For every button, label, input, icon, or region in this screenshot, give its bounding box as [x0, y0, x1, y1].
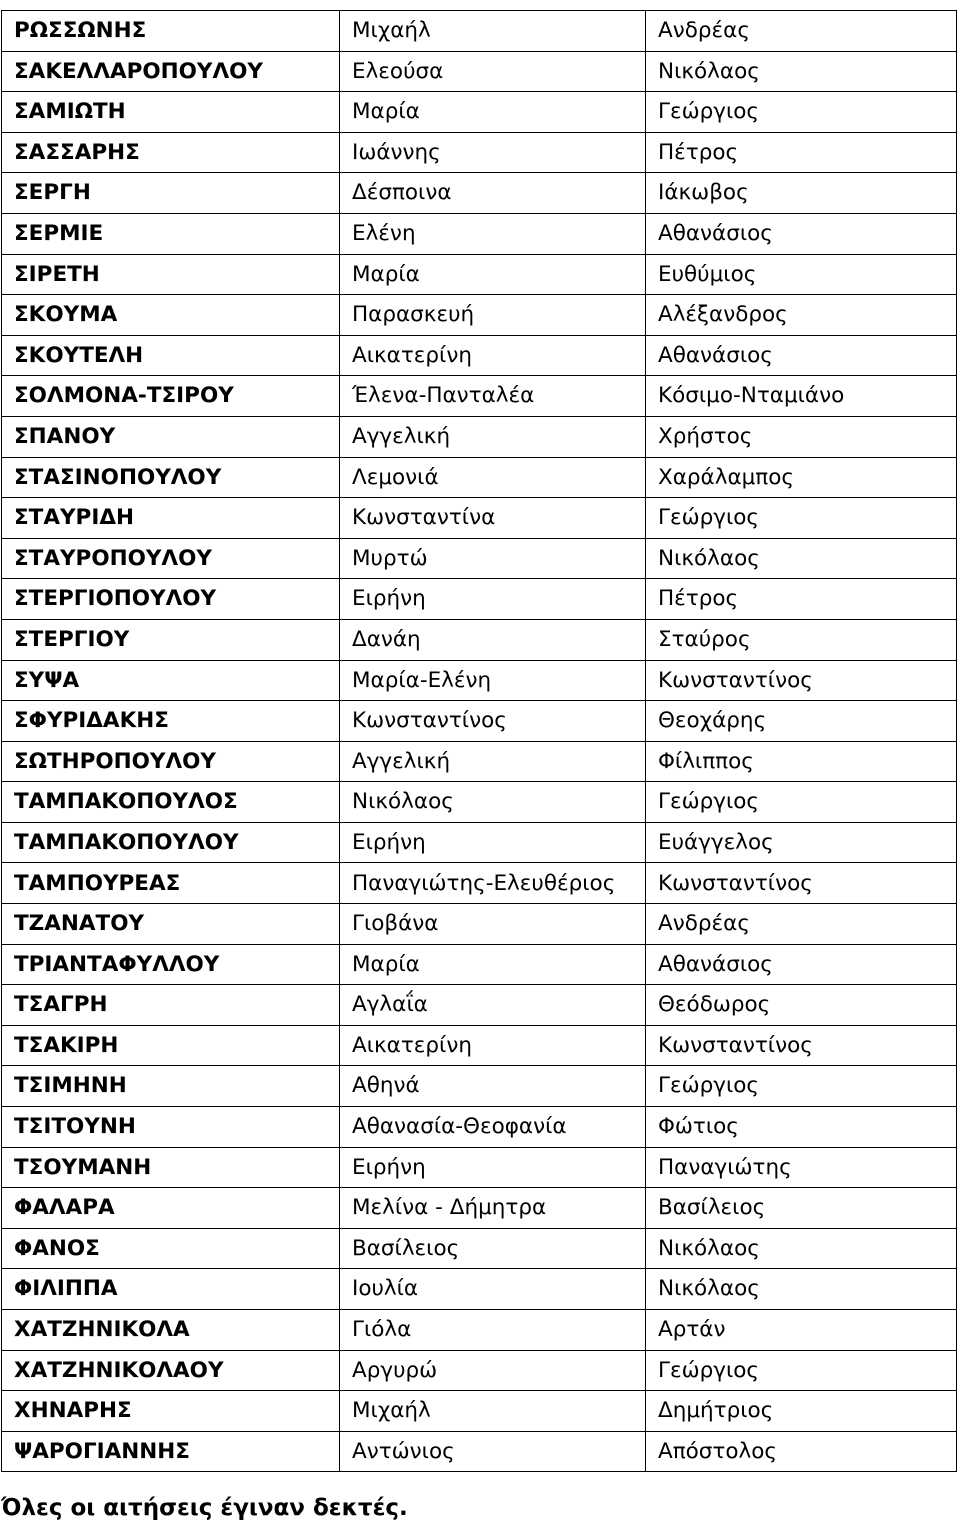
first-name-cell: Λεμονιά [340, 457, 646, 498]
first-name-cell: Νικόλαος [340, 782, 646, 823]
table-row [2, 132, 957, 173]
father-name-cell: Γεώργιος [646, 1350, 957, 1391]
surname-cell: ΣΠΑΝΟΥ [2, 416, 340, 457]
table-row [2, 701, 957, 742]
surname-cell: ΤΣΑΓΡΗ [2, 985, 340, 1026]
table-row [2, 295, 957, 336]
father-name-cell: Χαράλαμπος [646, 457, 957, 498]
first-name-cell: Αικατερίνη [340, 335, 646, 376]
surname-cell: ΦΑΝΟΣ [2, 1228, 340, 1269]
father-name-cell: Ανδρέας [646, 11, 957, 52]
surname-cell: ΤΣΙΜΗΝΗ [2, 1066, 340, 1107]
father-name-cell: Ευθύμιος [646, 254, 957, 295]
names-table [1, 10, 957, 1472]
surname-cell: ΣΤΑΣΙΝΟΠΟΥΛΟΥ [2, 457, 340, 498]
surname-cell: ΣΤΑΥΡΙΔΗ [2, 498, 340, 539]
father-name-cell: Ευάγγελος [646, 822, 957, 863]
father-name-cell: Κωνσταντίνος [646, 660, 957, 701]
first-name-cell: Αγλαΐα [340, 985, 646, 1026]
first-name-cell: Μιχαήλ [340, 1391, 646, 1432]
surname-cell: ΣΦΥΡΙΔΑΚΗΣ [2, 701, 340, 742]
father-name-cell: Αθανάσιος [646, 335, 957, 376]
first-name-cell: Ιουλία [340, 1269, 646, 1310]
surname-cell: ΦΑΛΑΡΑ [2, 1188, 340, 1229]
surname-cell: ΣΩΤΗΡΟΠΟΥΛΟΥ [2, 741, 340, 782]
father-name-cell: Γεώργιος [646, 782, 957, 823]
surname-cell: ΣΑΚΕΛΛΑΡΟΠΟΥΛΟΥ [2, 51, 340, 92]
father-name-cell: Δημήτριος [646, 1391, 957, 1432]
table-row [2, 254, 957, 295]
father-name-cell: Θεοχάρης [646, 701, 957, 742]
first-name-cell: Παναγιώτης-Ελευθέριος [340, 863, 646, 904]
first-name-cell: Ειρήνη [340, 1147, 646, 1188]
first-name-cell: Κωνσταντίνος [340, 701, 646, 742]
father-name-cell: Νικόλαος [646, 538, 957, 579]
table-row [2, 822, 957, 863]
surname-cell: ΡΩΣΣΩΝΗΣ [2, 11, 340, 52]
table-row [2, 416, 957, 457]
table-row [2, 335, 957, 376]
table-row [2, 538, 957, 579]
table-row [2, 1391, 957, 1432]
table-row [2, 1269, 957, 1310]
table-row [2, 741, 957, 782]
first-name-cell: Αγγελική [340, 741, 646, 782]
father-name-cell: Πέτρος [646, 579, 957, 620]
table-row [2, 782, 957, 823]
first-name-cell: Έλενα-Πανταλέα [340, 376, 646, 417]
table-row [2, 1310, 957, 1351]
table-row [2, 1107, 957, 1148]
surname-cell: ΦΙΛΙΠΠΑ [2, 1269, 340, 1310]
table-row [2, 904, 957, 945]
surname-cell: ΧΑΤΖΗΝΙΚΟΛΑ [2, 1310, 340, 1351]
surname-cell: ΣΑΣΣΑΡΗΣ [2, 132, 340, 173]
father-name-cell: Γεώργιος [646, 498, 957, 539]
first-name-cell: Κωνσταντίνα [340, 498, 646, 539]
table-row [2, 1350, 957, 1391]
father-name-cell: Βασίλειος [646, 1188, 957, 1229]
surname-cell: ΤΖΑΝΑΤΟΥ [2, 904, 340, 945]
first-name-cell: Παρασκευή [340, 295, 646, 336]
first-name-cell: Ελένη [340, 213, 646, 254]
first-name-cell: Ειρήνη [340, 822, 646, 863]
father-name-cell: Αρτάν [646, 1310, 957, 1351]
surname-cell: ΣΙΡΕΤΗ [2, 254, 340, 295]
names-table-body [2, 11, 957, 1472]
first-name-cell: Μυρτώ [340, 538, 646, 579]
first-name-cell: Δέσποινα [340, 173, 646, 214]
father-name-cell: Φώτιος [646, 1107, 957, 1148]
surname-cell: ΤΑΜΠΑΚΟΠΟΥΛΟΣ [2, 782, 340, 823]
father-name-cell: Φίλιππος [646, 741, 957, 782]
surname-cell: ΨΑΡΟΓΙΑΝΝΗΣ [2, 1431, 340, 1472]
surname-cell: ΣΥΨΑ [2, 660, 340, 701]
table-row [2, 51, 957, 92]
table-row [2, 1188, 957, 1229]
first-name-cell: Μιχαήλ [340, 11, 646, 52]
surname-cell: ΣΤΕΡΓΙΟΥ [2, 619, 340, 660]
first-name-cell: Αθανασία-Θεοφανία [340, 1107, 646, 1148]
surname-cell: ΣΚΟΥΤΕΛΗ [2, 335, 340, 376]
table-row [2, 11, 957, 52]
father-name-cell: Αλέξανδρος [646, 295, 957, 336]
table-row [2, 619, 957, 660]
table-row [2, 660, 957, 701]
surname-cell: ΧΗΝΑΡΗΣ [2, 1391, 340, 1432]
first-name-cell: Γιόλα [340, 1310, 646, 1351]
surname-cell: ΣΚΟΥΜΑ [2, 295, 340, 336]
surname-cell: ΤΑΜΠΟΥΡΕΑΣ [2, 863, 340, 904]
father-name-cell: Αθανάσιος [646, 944, 957, 985]
surname-cell: ΤΣΙΤΟΥΝΗ [2, 1107, 340, 1148]
first-name-cell: Ελεούσα [340, 51, 646, 92]
first-name-cell: Αργυρώ [340, 1350, 646, 1391]
father-name-cell: Κωνσταντίνος [646, 1025, 957, 1066]
first-name-cell: Αθηνά [340, 1066, 646, 1107]
table-row [2, 498, 957, 539]
table-row [2, 1228, 957, 1269]
father-name-cell: Γεώργιος [646, 1066, 957, 1107]
father-name-cell: Σταύρος [646, 619, 957, 660]
father-name-cell: Αθανάσιος [646, 213, 957, 254]
surname-cell: ΣΕΡΜΙΕ [2, 213, 340, 254]
table-row [2, 1431, 957, 1472]
surname-cell: ΣΤΑΥΡΟΠΟΥΛΟΥ [2, 538, 340, 579]
first-name-cell: Μαρία [340, 944, 646, 985]
table-row [2, 92, 957, 133]
father-name-cell: Απόστολος [646, 1431, 957, 1472]
first-name-cell: Ειρήνη [340, 579, 646, 620]
table-row [2, 173, 957, 214]
table-row [2, 1147, 957, 1188]
father-name-cell: Ανδρέας [646, 904, 957, 945]
surname-cell: ΧΑΤΖΗΝΙΚΟΛΑΟΥ [2, 1350, 340, 1391]
first-name-cell: Αικατερίνη [340, 1025, 646, 1066]
surname-cell: ΣΑΜΙΩΤΗ [2, 92, 340, 133]
first-name-cell: Βασίλειος [340, 1228, 646, 1269]
father-name-cell: Κωνσταντίνος [646, 863, 957, 904]
table-row [2, 579, 957, 620]
first-name-cell: Γιοβάνα [340, 904, 646, 945]
table-row [2, 1066, 957, 1107]
first-name-cell: Ιωάννης [340, 132, 646, 173]
father-name-cell: Νικόλαος [646, 1228, 957, 1269]
table-row [2, 376, 957, 417]
father-name-cell: Νικόλαος [646, 1269, 957, 1310]
first-name-cell: Αντώνιος [340, 1431, 646, 1472]
table-row [2, 457, 957, 498]
father-name-cell: Κόσιμο-Νταμιάνο [646, 376, 957, 417]
father-name-cell: Νικόλαος [646, 51, 957, 92]
table-row [2, 944, 957, 985]
surname-cell: ΣΕΡΓΗ [2, 173, 340, 214]
table-row [2, 985, 957, 1026]
surname-cell: ΤΡΙΑΝΤΑΦΥΛΛΟΥ [2, 944, 340, 985]
father-name-cell: Παναγιώτης [646, 1147, 957, 1188]
father-name-cell: Πέτρος [646, 132, 957, 173]
table-row [2, 213, 957, 254]
surname-cell: ΣΤΕΡΓΙΟΠΟΥΛΟΥ [2, 579, 340, 620]
first-name-cell: Δανάη [340, 619, 646, 660]
first-name-cell: Μελίνα - Δήμητρα [340, 1188, 646, 1229]
first-name-cell: Μαρία [340, 92, 646, 133]
father-name-cell: Χρήστος [646, 416, 957, 457]
footer-note: Όλες οι αιτήσεις έγιναν δεκτές. [1, 1495, 408, 1521]
first-name-cell: Αγγελική [340, 416, 646, 457]
table-row [2, 1025, 957, 1066]
surname-cell: ΤΑΜΠΑΚΟΠΟΥΛΟΥ [2, 822, 340, 863]
surname-cell: ΤΣΟΥΜΑΝΗ [2, 1147, 340, 1188]
surname-cell: ΤΣΑΚΙΡΗ [2, 1025, 340, 1066]
first-name-cell: Μαρία-Ελένη [340, 660, 646, 701]
table-row [2, 863, 957, 904]
first-name-cell: Μαρία [340, 254, 646, 295]
surname-cell: ΣΟΛΜΟΝΑ-ΤΣΙΡΟΥ [2, 376, 340, 417]
father-name-cell: Γεώργιος [646, 92, 957, 133]
father-name-cell: Θεόδωρος [646, 985, 957, 1026]
father-name-cell: Ιάκωβος [646, 173, 957, 214]
